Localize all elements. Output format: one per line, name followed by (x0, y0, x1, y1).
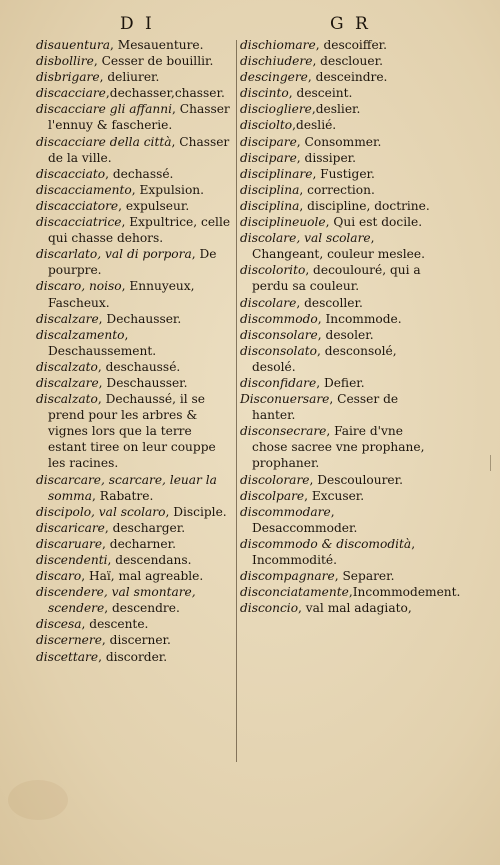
entry-definition: , Incommodité. (252, 536, 416, 567)
entry-definition: , Qui est docile. (325, 215, 423, 230)
entry-headword: discendenti (36, 553, 108, 567)
dictionary-entry (240, 134, 438, 150)
entry-headword: disbrigare (36, 70, 100, 85)
dictionary-entry (36, 536, 232, 552)
column-divider (236, 40, 237, 762)
entry-definition: , Incommode. (317, 311, 402, 326)
dictionary-entry (36, 504, 232, 520)
dictionary-entry (36, 311, 232, 327)
entry-headword: discommodo (240, 311, 318, 326)
entry-definition: , Descoulourer. (309, 472, 403, 487)
entry-headword: discacciare (36, 86, 106, 101)
entry-headword: discalzare (36, 311, 99, 326)
entry-headword: dischiomare (240, 38, 316, 52)
entry-definition: ,deslier. (311, 102, 361, 117)
dictionary-entry (36, 37, 232, 53)
dictionary-entry (240, 166, 438, 182)
entry-definition: , desceindre. (307, 70, 388, 85)
entry-headword: discalzato (36, 359, 98, 374)
entry-definition: , Expulsion. (131, 182, 204, 197)
dictionary-entry (36, 391, 232, 471)
entry-headword: discaro, noiso (36, 279, 122, 294)
entry-headword: disciplina (240, 182, 300, 197)
dictionary-entry (36, 649, 232, 665)
entry-headword: disauentura (36, 38, 110, 52)
entry-headword: discacciato (36, 166, 106, 181)
dictionary-entry (36, 327, 232, 359)
entry-headword: discacciare gli affanni (36, 102, 173, 117)
entry-definition: , decharner. (102, 536, 176, 551)
dictionary-entry (240, 488, 438, 504)
entry-headword: disconsolare (240, 327, 318, 342)
entry-headword: disciolto (240, 118, 293, 133)
entry-definition: , Dechaussé, il se prend pour les arbres & vignes lors que la terre estant tiree on leur couppe les racines. (48, 392, 216, 471)
entry-definition: , Expultrice, celle qui chasse dehors. (48, 215, 231, 246)
entry-definition: ,dechasser,chasser. (105, 86, 225, 101)
dictionary-entry (240, 536, 438, 568)
entry-definition: , desceint. (288, 86, 353, 101)
entry-definition: , Haï, mal agreable. (81, 569, 204, 584)
left-column-header: D I (120, 14, 155, 34)
dictionary-entry (240, 375, 438, 391)
entry-definition: , descente. (81, 617, 149, 632)
dictionary-entry (240, 101, 438, 117)
entry-definition: , Changeant, couleur meslee. (252, 231, 425, 262)
entry-headword: disciplineuole (240, 215, 326, 230)
dictionary-entry (36, 198, 232, 214)
dictionary-entry (240, 117, 438, 133)
entry-definition: , decoulouré, qui a perdu sa couleur. (252, 263, 421, 294)
entry-headword: disciplina (240, 198, 300, 213)
entry-definition: , dechassé. (105, 166, 174, 181)
entry-definition: , descharger. (104, 520, 186, 535)
entry-definition: , Deschausser. (98, 375, 188, 390)
dictionary-entry (36, 214, 232, 246)
dictionary-entry (36, 53, 232, 69)
entry-headword: discendere, val smontare, scendere (36, 585, 196, 616)
entry-definition: , expulseur. (118, 198, 190, 213)
entry-definition: , desoler. (317, 327, 374, 342)
dictionary-entry (240, 214, 438, 230)
entry-headword: discarcare, scarcare, leuar la somma (36, 472, 217, 503)
entry-definition: , discipline, doctrine. (299, 198, 430, 213)
entry-definition: , deschaussé. (97, 359, 181, 374)
dictionary-entry (36, 632, 232, 648)
left-dictionary-column (36, 37, 232, 665)
entry-definition: , Cesser de bouillir. (93, 54, 214, 69)
entry-headword: discommodare (240, 504, 331, 519)
entry-headword: disconcio (240, 601, 299, 616)
right-column-header: G R (330, 14, 371, 34)
dictionary-entry (240, 423, 438, 471)
entry-definition: , Chasser l'ennuy & fascherie. (48, 102, 230, 133)
entry-headword: discesa (36, 617, 82, 632)
entry-headword: discipare (240, 134, 297, 149)
entry-definition: , discorder. (98, 649, 168, 664)
entry-headword: discacciatore (36, 198, 119, 213)
entry-headword: discipolo, val scolaro (36, 504, 166, 519)
entry-headword: discacciamento (36, 182, 132, 197)
dictionary-entry (240, 37, 438, 53)
entry-headword: disbollire (36, 54, 94, 69)
dictionary-entry (36, 85, 232, 101)
dictionary-entry (36, 246, 232, 278)
entry-definition: , Separer. (334, 569, 395, 584)
entry-headword: discinto (240, 86, 289, 101)
entry-definition: , val mal adagiato, (298, 601, 412, 616)
dictionary-entry (36, 278, 232, 310)
dictionary-entry (36, 616, 232, 632)
entry-definition: , Ennuyeux, Fascheux. (48, 279, 195, 310)
entry-headword: discacciare della città (36, 134, 172, 149)
entry-headword: discalzato (36, 392, 98, 407)
entry-definition: , desclouer. (312, 54, 383, 69)
entry-definition: , Deschaussement. (48, 327, 157, 358)
dictionary-entry (240, 198, 438, 214)
entry-headword: discettare (36, 649, 99, 664)
entry-headword: dischiudere (240, 54, 313, 69)
entry-definition: , descendans. (107, 553, 192, 567)
dictionary-entry (240, 568, 438, 584)
dictionary-entry (240, 584, 461, 600)
entry-definition: , dissiper. (296, 150, 357, 165)
entry-headword: discalzare (36, 375, 99, 390)
dictionary-entry (240, 343, 438, 375)
entry-definition: , Cesser de hanter. (252, 392, 399, 423)
entry-headword: discaricare (36, 520, 105, 535)
entry-headword: disconsecrare (240, 424, 327, 439)
entry-headword: disciogliere (240, 102, 312, 117)
entry-definition: , descendre. (104, 601, 180, 616)
dictionary-entry (240, 150, 438, 166)
dictionary-entry (36, 552, 232, 568)
entry-definition: , correction. (299, 182, 375, 197)
paper-stain (8, 780, 68, 820)
dictionary-entry (240, 262, 438, 294)
entry-definition: ,Incommodement. (348, 585, 461, 600)
dictionary-entry (36, 472, 232, 504)
dictionary-entry (36, 182, 232, 198)
dictionary-entry (240, 327, 438, 343)
dictionary-entry (36, 568, 232, 584)
entry-headword: discolare (240, 295, 297, 310)
dictionary-entry (240, 472, 438, 488)
dictionary-entry (240, 230, 438, 262)
dictionary-entry (240, 53, 438, 69)
entry-headword: disconsolato (240, 343, 317, 358)
entry-headword: descingere (240, 70, 308, 85)
entry-definition: , descoiffer. (315, 38, 388, 52)
entry-headword: Disconuersare (240, 392, 330, 407)
entry-headword: disconciatamente (240, 585, 349, 600)
dictionary-entry (36, 359, 232, 375)
dictionary-entry (240, 85, 438, 101)
dictionary-entry (36, 69, 232, 85)
dictionary-entry (36, 101, 232, 133)
entry-definition: , Rabatre. (91, 488, 154, 503)
entry-headword: discipare (240, 150, 297, 165)
entry-headword: discaruare (36, 536, 103, 551)
entry-definition: , Disciple. (165, 504, 227, 519)
entry-definition: ,deslié. (292, 118, 337, 133)
entry-definition: , De pourpre. (48, 247, 217, 278)
entry-definition: , descoller. (296, 295, 363, 310)
entry-definition: , Fustiger. (312, 166, 375, 181)
entry-headword: discompagnare (240, 569, 335, 584)
dictionary-entry (240, 311, 438, 327)
entry-headword: discolpare (240, 488, 305, 503)
entry-headword: discommodo & discomodità (240, 536, 412, 551)
entry-definition: , Dechausser. (98, 311, 182, 326)
margin-mark (490, 455, 491, 471)
entry-headword: disciplinare (240, 166, 313, 181)
right-dictionary-column (240, 37, 461, 616)
dictionary-entry (240, 504, 438, 536)
entry-definition: , Mesauenture. (109, 38, 204, 52)
dictionary-entry (240, 69, 438, 85)
entry-definition: , Defier. (316, 375, 365, 390)
dictionary-entry (36, 584, 232, 616)
dictionary-entry (36, 134, 232, 166)
entry-definition: , Faire d'vne chose sacree vne prophane, prophaner. (252, 424, 425, 471)
entry-headword: discalzamento (36, 327, 125, 342)
dictionary-entry (36, 520, 232, 536)
entry-headword: discacciatrice (36, 215, 122, 230)
dictionary-entry (36, 375, 232, 391)
entry-headword: disconfidare (240, 375, 317, 390)
entry-definition: , Consommer. (296, 134, 382, 149)
entry-headword: discolare, val scolare (240, 231, 371, 246)
entry-headword: discaro (36, 569, 82, 584)
entry-definition: , Chasser de la ville. (48, 134, 230, 165)
entry-definition: , deliurer. (99, 70, 160, 85)
entry-headword: discernere (36, 633, 102, 648)
entry-definition: , Desaccommoder. (252, 504, 358, 535)
entry-definition: , desconsolé, desolé. (252, 343, 397, 374)
entry-headword: discarlato, val di porpora (36, 247, 192, 262)
entry-definition: , Excuser. (304, 488, 365, 503)
entry-headword: discolorito (240, 263, 306, 278)
dictionary-entry (240, 182, 438, 198)
entry-headword: discolorare (240, 472, 310, 487)
dictionary-entry (240, 600, 438, 616)
entry-definition: , discerner. (101, 633, 171, 648)
dictionary-entry (240, 295, 438, 311)
dictionary-entry (240, 391, 438, 423)
dictionary-entry (36, 166, 232, 182)
